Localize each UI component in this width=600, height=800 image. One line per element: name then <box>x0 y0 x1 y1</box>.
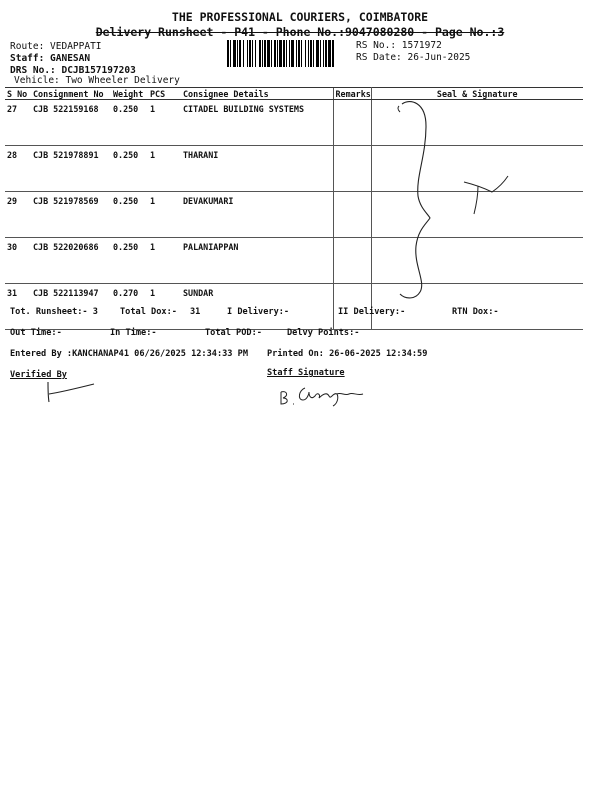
total-runsheet: Tot. Runsheet:- 3 <box>10 307 98 317</box>
delvy-points-label: Delvy Points:- <box>287 328 360 338</box>
cell-consignee: DEVAKUMARI <box>181 192 333 238</box>
verifier-signature <box>40 378 100 406</box>
cell-weight: 0.250 <box>111 192 148 238</box>
staff-handwritten-signature <box>275 382 370 410</box>
total-pod-label: Total POD:- <box>205 328 262 338</box>
rtn-dox-label: RTN Dox:- <box>452 307 499 317</box>
header-pcs: PCS <box>148 88 181 100</box>
cell-consignee: PALANIAPPAN <box>181 238 333 284</box>
cell-weight: 0.250 <box>111 146 148 192</box>
cell-pcs: 1 <box>148 146 181 192</box>
cell-sno: 28 <box>5 146 31 192</box>
header-consignee: Consignee Details <box>181 88 333 100</box>
cell-consignment: CJB 521978569 <box>31 192 111 238</box>
cell-consignee: THARANI <box>181 146 333 192</box>
vehicle-label: Vehicle: Two Wheeler Delivery <box>14 75 180 86</box>
route-label: Route: VEDAPPATI <box>10 41 102 52</box>
cell-pcs: 1 <box>148 238 181 284</box>
cell-sno: 27 <box>5 100 31 146</box>
header-seal-signature: Seal & Signature <box>371 88 583 100</box>
entered-by: Entered By :KANCHANAP41 06/26/2025 12:34:33 PM <box>10 349 248 359</box>
barcode-image <box>227 40 351 67</box>
in-time-label: In Time:- <box>110 328 157 338</box>
ii-delivery-label: II Delivery:- <box>338 307 406 317</box>
drs-number: DRS No.: DCJB157197203 <box>10 65 136 76</box>
cell-sno: 31 <box>5 284 31 330</box>
cell-consignment: CJB 522113947 <box>31 284 111 330</box>
cell-pcs: 1 <box>148 192 181 238</box>
cell-remarks <box>333 192 371 238</box>
cell-consignee: SUNDAR <box>181 284 333 330</box>
cell-sno: 30 <box>5 238 31 284</box>
staff-signature-label: Staff Signature <box>267 368 345 378</box>
cell-consignment: CJB 522159168 <box>31 100 111 146</box>
printed-on: Printed On: 26-06-2025 12:34:59 <box>267 349 428 359</box>
total-dox-value: 31 <box>190 307 201 317</box>
runsheet-subtitle: Delivery Runsheet - P41 - Phone No.:9047080280 - Page No.:3 <box>95 25 505 39</box>
cell-weight: 0.270 <box>111 284 148 330</box>
rs-number: RS No.: 1571972 <box>356 40 442 51</box>
cell-sno: 29 <box>5 192 31 238</box>
header-weight: Weight <box>111 88 148 100</box>
i-delivery-label: I Delivery:- <box>227 307 290 317</box>
verified-by-label: Verified By <box>10 370 67 380</box>
total-dox-label: Total Dox:- <box>120 307 177 317</box>
header-consignment: Consignment No <box>31 88 111 100</box>
cell-pcs: 1 <box>148 284 181 330</box>
cell-weight: 0.250 <box>111 238 148 284</box>
cell-consignee: CITADEL BUILDING SYSTEMS <box>181 100 333 146</box>
header-remarks: Remarks <box>333 88 371 100</box>
cell-consignment: CJB 521978891 <box>31 146 111 192</box>
cell-remarks <box>333 238 371 284</box>
out-time-label: Out Time:- <box>10 328 62 338</box>
cell-weight: 0.250 <box>111 100 148 146</box>
handwritten-brace-signature <box>380 96 520 306</box>
cell-remarks <box>333 100 371 146</box>
cell-consignment: CJB 522020686 <box>31 238 111 284</box>
staff-label: Staff: GANESAN <box>10 53 91 64</box>
cell-pcs: 1 <box>148 100 181 146</box>
cell-remarks <box>333 146 371 192</box>
company-title: THE PROFESSIONAL COURIERS, COIMBATORE <box>171 10 429 24</box>
header-sno: S No <box>5 88 31 100</box>
rs-date: RS Date: 26-Jun-2025 <box>356 52 471 63</box>
